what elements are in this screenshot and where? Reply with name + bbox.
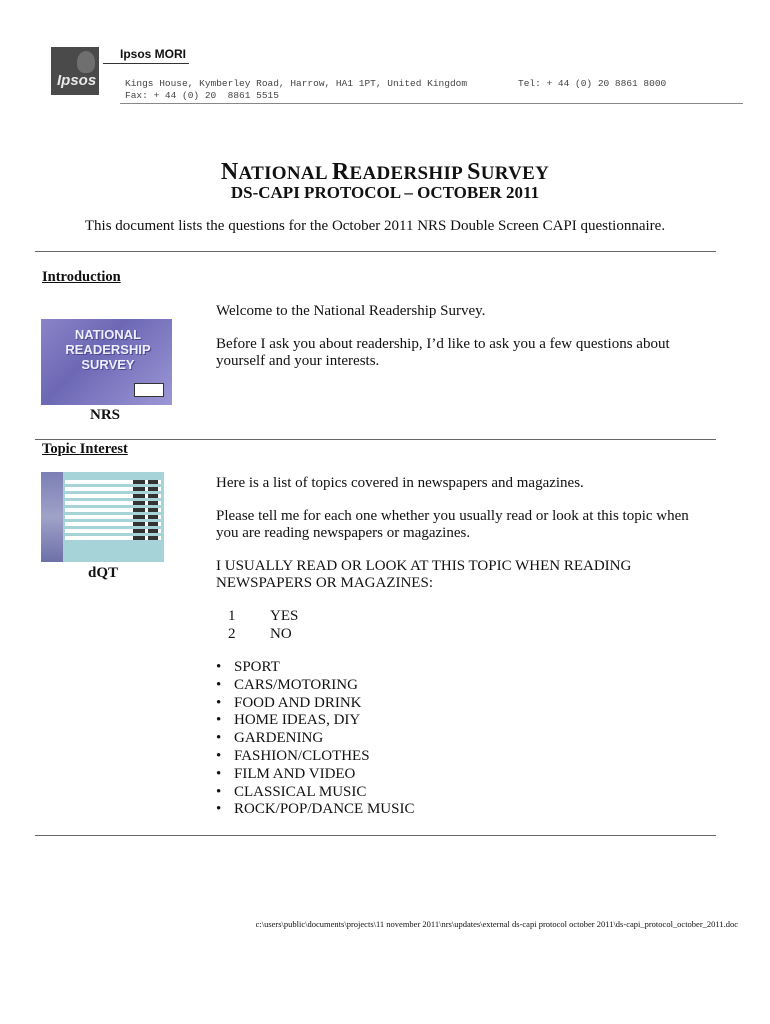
list-item: • FILM AND VIDEO xyxy=(216,766,414,784)
section-heading-introduction: Introduction xyxy=(42,269,121,285)
list-item: • SPORT xyxy=(216,659,414,677)
list-item: • FOOD AND DRINK xyxy=(216,695,414,713)
list-item: • ROCK/POP/DANCE MUSIC xyxy=(216,801,414,819)
company-tel: Tel: + 44 (0) 20 8861 8000 xyxy=(518,78,667,89)
company-underline xyxy=(103,63,189,64)
footer-file-path: c:\users\public\documents\projects\11 november 2011\nrs\updates\external ds-capi protocol october 2011\ds-capi_protocol_october_2011.doc xyxy=(255,919,738,929)
section-heading-topic-interest: Topic Interest xyxy=(42,441,128,457)
option-number: 1 xyxy=(228,608,236,624)
intro-welcome-text: Welcome to the National Readership Survey. xyxy=(216,303,486,319)
topic-image-sidebar xyxy=(41,472,63,562)
topic-list xyxy=(216,659,414,819)
list-item: • FASHION/CLOTHES xyxy=(216,748,414,766)
ipsos-logo xyxy=(51,47,99,95)
topic-question-text: I USUALLY READ OR LOOK AT THIS TOPIC WHEN READING NEWSPAPERS OR MAGAZINES: xyxy=(216,558,632,591)
list-item: • HOME IDEAS, DIY xyxy=(216,712,414,730)
intro-question-text: Before I ask you about readership, I’d like to ask you a few questions about yourself and your interests. xyxy=(216,336,670,369)
section-divider xyxy=(35,251,716,252)
list-item: • GARDENING xyxy=(216,730,414,748)
header-divider xyxy=(120,103,743,104)
option-number: 2 xyxy=(228,626,236,642)
document-title: NATIONAL READERSHIP SURVEY xyxy=(220,159,550,185)
document-subtitle: DS-CAPI PROTOCOL – OCTOBER 2011 xyxy=(230,183,540,202)
image-caption-nrs: NRS xyxy=(90,407,121,423)
nrs-screen-image xyxy=(41,319,172,405)
nrs-image-text: NATIONAL READERSHIP SURVEY xyxy=(65,327,151,372)
topic-intro-text: Here is a list of topics covered in newspapers and magazines. xyxy=(216,475,584,491)
section-divider xyxy=(35,439,716,440)
option-label-yes: YES xyxy=(270,608,299,624)
nrs-badge-icon xyxy=(134,383,164,397)
option-label-no: NO xyxy=(270,626,292,642)
company-name: Ipsos MORI xyxy=(120,47,187,61)
document-description: This document lists the questions for the October 2011 NRS Double Screen CAPI questionnaire. xyxy=(84,218,666,234)
image-caption-dqt: dQT xyxy=(88,565,119,581)
section-divider xyxy=(35,835,716,836)
list-item: • CLASSICAL MUSIC xyxy=(216,784,414,802)
logo-text: Ipsos xyxy=(57,72,97,89)
topic-instruction-text: Please tell me for each one whether you usually read or look at this topic when you are reading newspapers or magazines. xyxy=(216,508,689,541)
company-fax: Fax: + 44 (0) 20 8861 5515 xyxy=(125,90,279,101)
topic-screen-image xyxy=(41,472,164,562)
logo-figure-icon xyxy=(77,51,95,73)
company-address: Kings House, Kymberley Road, Harrow, HA1 1PT, United Kingdom xyxy=(125,78,468,89)
list-item: • CARS/MOTORING xyxy=(216,677,414,695)
